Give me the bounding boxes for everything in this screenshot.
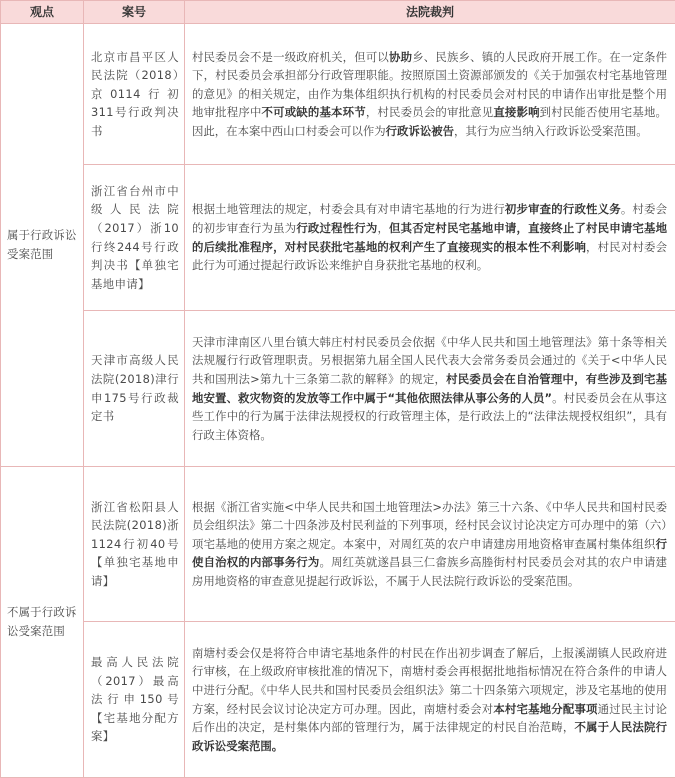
ruling-text: 到村民能否使用宅基地。因此，在本案中西山口村委会可以作为 xyxy=(192,105,667,138)
header-view: 观点 xyxy=(1,1,84,24)
ruling-text: ，村民委员会的审批意见 xyxy=(366,105,493,119)
ruling-cell xyxy=(185,24,675,165)
case-number-cell: 浙江省松阳县人民法院(2018)浙1124行初40号【单独宅基地申请】 xyxy=(84,467,185,622)
ruling-text: 根据《浙江省实施<中华人民共和国土地管理法>办法》第三十六条、《中华人民共和国村民委员会组织法》第二十四条涉及村民利益的下列事项，经村民会议讨论决定方可办理中的第（六）项宅基地的使用方案之规定。本案中，对周红英的农户申请建房用地资格审查属村集体组织 xyxy=(192,500,667,551)
table-row xyxy=(1,165,675,311)
ruling-text: ，村民对村委会此行为可通过提起行政诉讼来维护自身获批宅基地的权利。 xyxy=(192,240,667,273)
ruling-emphasis-text: 初步审查的行政性义务 xyxy=(505,202,621,216)
ruling-text: 。周红英就遂昌县三仁畲族乡高塍街村村民委员会对其的农户申请建房用地资格的审查意见提起行政诉讼，不属于人民法院行政诉讼的受案范围。 xyxy=(192,555,667,588)
ruling-text: 通过民主讨论后作出的决定，是村集体内部的管理行为，属于法律规定的村民自治范畴， xyxy=(192,702,667,735)
ruling-emphasis-text: 行使自治权的内部事务行为 xyxy=(192,537,667,570)
view-cell: 不属于行政诉讼受案范围 xyxy=(1,467,84,778)
header-court-ruling: 法院裁判 xyxy=(185,1,675,24)
ruling-emphasis-text: 直接影响 xyxy=(493,105,539,119)
header-case-number: 案号 xyxy=(84,1,185,24)
ruling-cell xyxy=(185,622,675,778)
ruling-text: 。村委会的初步审查行为虽为 xyxy=(192,202,667,235)
ruling-emphasis-text: 但其否定村民宅基地申请，直接终止了村民申请宅基地的后续批准程序，对村民获批宅基地的权利产生了直接现实的根本性不利影响 xyxy=(192,221,667,254)
ruling-text: 南塘村委会仅是将符合申请宅基地条件的村民在作出初步调查了解后，上报溪湖镇人民政府进行审核，在上级政府审核批准的情况下，南塘村委会再根据批地指标情况在符合条件的申请人中进行分配。《中华人民共和国村民委员会组织法》第二十四条第六项规定，涉及宅基地的使用方案，经村民会议讨论决定方可办理。因此，南塘村委会对 xyxy=(192,646,667,716)
ruling-text: ，其行为应当纳入行政诉讼受案范围。 xyxy=(454,124,648,138)
ruling-cell xyxy=(185,311,675,467)
ruling-text: 。村民委员会在从事这些工作中的行为属于法律法规授权的行政管理主体，是行政法上的“法律法规授权组织”，具有行政主体资格。 xyxy=(192,391,667,442)
ruling-emphasis-text: 不可或缺的基本环节 xyxy=(262,105,366,119)
header-row xyxy=(1,1,675,24)
table-row xyxy=(1,24,675,165)
ruling-text: ， xyxy=(377,221,389,235)
ruling-cell xyxy=(185,165,675,311)
ruling-text: 天津市津南区八里台镇大韩庄村村民委员会依据《中华人民共和国土地管理法》第十条等相关法规履行行政管理职责。另根据第九届全国人民代表大会常务委员会通过的《关于<中华人民共和国刑法>第九十三条第二款的解释》的规定， xyxy=(192,335,667,386)
ruling-emphasis-text: 行政诉讼被告 xyxy=(386,124,454,138)
ruling-emphasis-text: 村民委员会在自治管理中，有些涉及到宅基地安置、救灾物资的发放等工作中属于“其他依照法律从事公务的人员” xyxy=(192,372,667,405)
ruling-emphasis-text: 协助 xyxy=(389,50,412,64)
ruling-text: 根据土地管理法的规定，村委会具有对申请宅基地的行为进行 xyxy=(192,202,505,216)
table-row xyxy=(1,622,675,778)
case-number-cell: 浙江省台州市中级人民法院（2017）浙10行终244号行政判决书【单独宅基地申请】 xyxy=(84,165,185,311)
case-number-cell: 最高人民法院（2017）最高法行申150号【宅基地分配方案】 xyxy=(84,622,185,778)
ruling-emphasis-text: 本村宅基地分配事项 xyxy=(493,702,597,716)
view-cell: 属于行政诉讼受案范围 xyxy=(1,24,84,467)
ruling-text: 村民委员会不是一级政府机关，但可以 xyxy=(192,50,389,64)
table-row xyxy=(1,467,675,622)
case-number-cell: 天津市高级人民法院(2018)津行申175号行政裁定书 xyxy=(84,311,185,467)
case-number-cell: 北京市昌平区人民法院（2018）京0114行初311号行政判决书 xyxy=(84,24,185,165)
ruling-text: 乡、民族乡、镇的人民政府开展工作。在一定条件下，村民委员会承担部分行政管理职能。按照原国土资源部颁发的《关于加强农村宅基地管理的意见》的相关规定，由作为集体组织执行机构的村民委员会对村民的申请作出审批是整个用地审批程序中 xyxy=(192,50,667,120)
table-row xyxy=(1,311,675,467)
ruling-cell xyxy=(185,467,675,622)
ruling-emphasis-text: 不属于人民法院行政诉讼受案范围。 xyxy=(192,720,667,753)
ruling-emphasis-text: 行政过程性行为 xyxy=(296,221,377,235)
